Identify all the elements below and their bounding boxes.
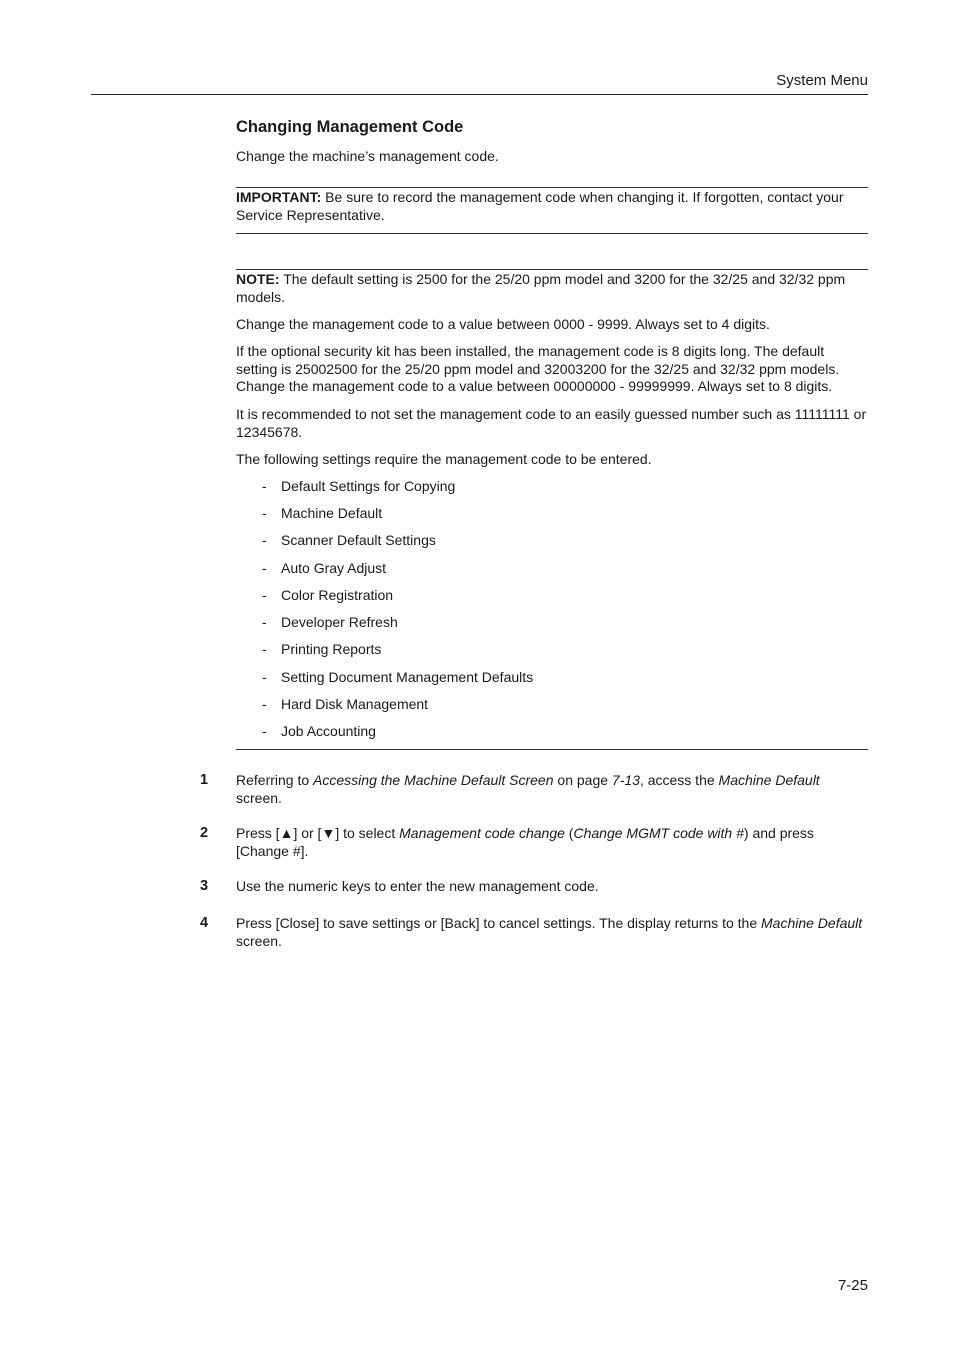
step-text-part: ) and press [Change #]. — [236, 825, 814, 859]
running-header: System Menu — [776, 72, 868, 89]
note-paragraph: If the optional security kit has been installed, the management code is 8 digits long. The default setting is 25002500 for the 25/20 ppm model and 32003200 for the 32/25 and 32/32 ppm models. Change the management code to a value between 00000000 - 99999999. Always set to 8 digits. — [236, 343, 840, 394]
down-arrow-icon: ▼ — [321, 825, 336, 841]
list-item-label: Default Settings for Copying — [281, 478, 456, 494]
note-top-rule — [236, 269, 868, 270]
step-text-screen-name: Machine Default — [718, 772, 820, 788]
list-dash: - — [262, 478, 267, 494]
list-dash: - — [262, 587, 267, 603]
step-text-part: Referring to — [236, 772, 314, 788]
list-item — [262, 723, 376, 741]
section-title: Changing Management Code — [236, 118, 464, 136]
list-dash: - — [262, 641, 267, 657]
step-text-part: , access the — [639, 772, 719, 788]
step-text — [236, 772, 868, 807]
step-text-setting-name: Management code change — [399, 825, 565, 841]
step-text-part: ] to select — [335, 825, 400, 841]
list-dash: - — [262, 505, 267, 521]
important-top-rule — [236, 187, 868, 188]
list-item-label: Scanner Default Settings — [281, 532, 436, 548]
list-item-label: Machine Default — [281, 505, 383, 521]
step-number: 2 — [200, 825, 209, 841]
list-dash: - — [262, 723, 267, 739]
step-text-part: screen. — [236, 789, 282, 806]
note-paragraph: Change the management code to a value between 0000 - 9999. Always set to 4 digits. — [236, 316, 770, 332]
page-number: 7-25 — [837, 1277, 868, 1294]
list-item — [262, 696, 428, 714]
step-text-part: on page — [553, 772, 612, 788]
step-text-part: Press [Close] to save settings or [Back] to cancel settings. The display returns to the — [236, 915, 761, 931]
step-text-setting-alt: Change MGMT code with # — [573, 825, 744, 841]
list-item — [262, 560, 386, 578]
important-box — [236, 189, 868, 224]
list-dash: - — [262, 614, 267, 630]
step-text-part: Use the numeric keys to enter the new management code. — [236, 878, 599, 894]
list-item-label: Setting Document Management Defaults — [281, 669, 534, 685]
intro-text: Change the machine’s management code. — [236, 148, 499, 164]
list-item — [262, 478, 455, 496]
list-item — [262, 532, 436, 550]
list-item — [262, 669, 533, 687]
note-text — [236, 271, 868, 306]
note-body: The default setting is 2500 for the 25/20 ppm model and 3200 for the 32/25 and 32/32 ppm models. — [236, 271, 846, 305]
note-label: NOTE: — [236, 271, 280, 287]
note-bottom-rule — [236, 749, 868, 750]
list-item — [262, 587, 393, 605]
important-text: Be sure to record the management code when changing it. If forgotten, contact your Service Representative. — [236, 189, 844, 223]
step-number: 3 — [200, 878, 209, 894]
header-rule — [91, 94, 868, 95]
list-dash: - — [262, 669, 267, 685]
step-text-ref: Accessing the Machine Default Screen — [313, 772, 554, 788]
list-item-label: Printing Reports — [281, 641, 382, 657]
list-dash: - — [262, 696, 267, 712]
step-text-screen-name: Machine Default — [761, 915, 863, 931]
step-text-part: ] or [ — [293, 825, 322, 841]
important-bottom-rule — [236, 233, 868, 234]
list-dash: - — [262, 532, 267, 548]
note-paragraph: The following settings require the management code to be entered. — [236, 451, 652, 467]
step-text-part: screen. — [236, 932, 282, 949]
list-item-label: Job Accounting — [281, 723, 376, 739]
list-item-label: Hard Disk Management — [281, 696, 429, 712]
step-text-page-ref: 7-13 — [611, 772, 640, 788]
step-text — [236, 915, 868, 950]
list-dash: - — [262, 560, 267, 576]
up-arrow-icon: ▲ — [279, 825, 294, 841]
list-item-label: Developer Refresh — [281, 614, 398, 630]
list-item-label: Auto Gray Adjust — [281, 560, 387, 576]
step-text — [236, 825, 868, 860]
list-item-label: Color Registration — [281, 587, 394, 603]
list-item — [262, 614, 398, 632]
step-text-part: Press [ — [236, 825, 280, 841]
list-item — [262, 641, 381, 659]
step-text — [236, 878, 868, 896]
step-number: 1 — [200, 772, 209, 788]
step-number: 4 — [200, 915, 209, 931]
step-text-part: ( — [564, 825, 574, 841]
note-paragraph: It is recommended to not set the management code to an easily guessed number such as 11111111 or 12345678. — [236, 406, 867, 440]
list-item — [262, 505, 382, 523]
important-label: IMPORTANT: — [236, 189, 322, 205]
